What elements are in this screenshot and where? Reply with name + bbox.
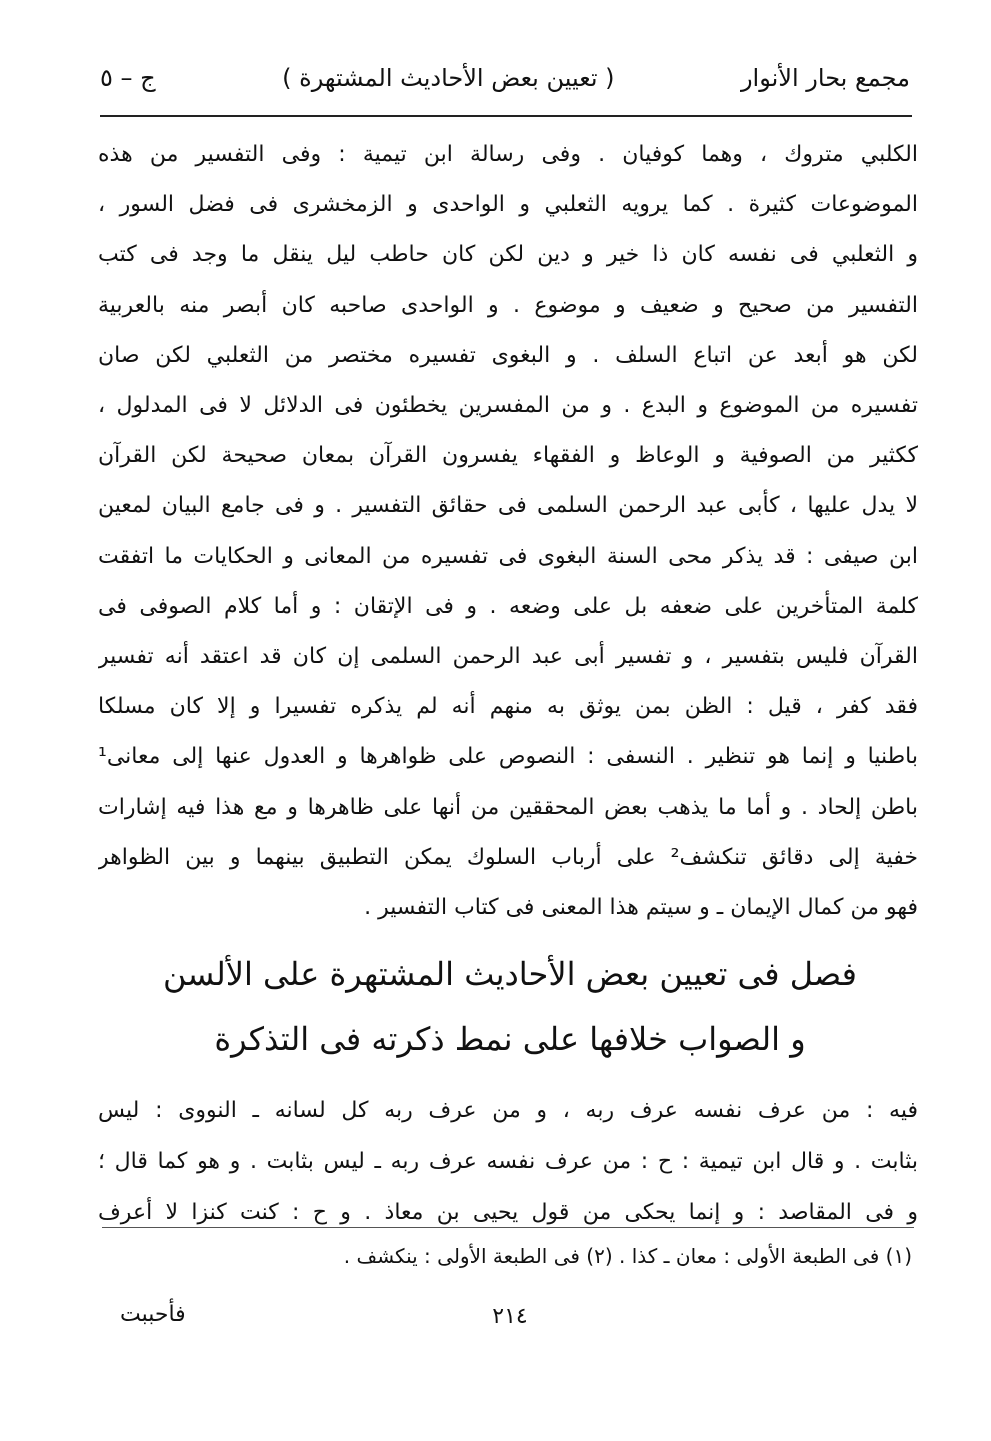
- running-header: [100, 58, 910, 98]
- header-rule: [100, 115, 912, 117]
- body-line: فيه : من عرف نفسه عرف ربه ، و من عرف ربه كل لسانه ـ النووى : ليس: [98, 1098, 918, 1123]
- body-line: التفسير من صحيح و ضعيف و موضوع . و الواحدى صاحبه كان أبصر منه بالعربية: [98, 292, 918, 318]
- section-heading-line-2: و الصواب خلافها على نمط ذكرته فى التذكرة: [214, 1020, 806, 1058]
- body-line: و فى المقاصد : و إنما يحكى من قول يحيى بن معاذ . و ح : كنت كنزا لا أعرف: [98, 1200, 918, 1225]
- body-line: كلمة المتأخرين على ضعفه بل على وضعه . و فى الإتقان : و أما كلام الصوفى فى: [98, 593, 918, 619]
- body-line: فهو من كمال الإيمان ـ و سيتم هذا المعنى فى كتاب التفسير .: [364, 895, 918, 921]
- body-line: بثابت . و قال ابن تيمية : ح : من عرف نفسه عرف ربه ـ ليس بثابت . و هو كما قال ؛: [98, 1149, 918, 1174]
- footnotes: (١) فى الطبعة الأولى : معان ـ كذا . (٢) فى الطبعة الأولى : ينكشف .: [343, 1244, 912, 1268]
- catchword: فأحببت: [120, 1302, 186, 1327]
- section-title: ( تعيين بعض الأحاديث المشتهرة ): [282, 64, 615, 92]
- body-line: القرآن فليس بتفسير ، و تفسير أبى عبد الرحمن السلمى إن كان قد اعتقد أنه تفسير: [98, 644, 918, 670]
- body-line: الكلبي متروك ، وهما كوفيان . وفى رسالة ابن تيمية : وفى التفسير من هذه: [98, 142, 918, 167]
- body-line: لكن هو أبعد عن اتباع السلف . و البغوى تفسيره مختصر من الثعلبي لكن صان: [98, 342, 918, 368]
- section-body: [98, 1085, 918, 1238]
- body-line: ابن صيفى : قد يذكر محى السنة البغوى فى تفسيره من المعانى و الحكايات ما اتفقت: [98, 543, 918, 569]
- body-line: ككثير من الصوفية و الوعاظ و الفقهاء يفسرون القرآن بمعان صحيحة لكن القرآن: [98, 443, 918, 469]
- body-line: خفية إلى دقائق تنكشف² على أرباب السلوك يمكن التطبيق بينهما و بين الظواهر: [98, 844, 918, 870]
- section-heading-line-1: فصل فى تعيين بعض الأحاديث المشتهرة على الألسن: [163, 955, 857, 993]
- book-title: مجمع بحار الأنوار: [740, 64, 910, 92]
- body-line: و الثعلبي فى نفسه كان ذا خير و دين لكن كان حاطب ليل ينقل ما وجد فى كتب: [98, 242, 918, 268]
- body-line: باطنيا و إنما هو تنظير . النسفى : النصوص على ظواهرها و العدول عنها إلى معانى¹: [98, 744, 918, 770]
- body-text: [98, 130, 918, 933]
- page-number: ٢١٤: [492, 1304, 528, 1329]
- volume-label: ج – ٥: [100, 64, 156, 92]
- footnote-rule: [102, 1227, 914, 1228]
- body-line: فقد كفر ، قيل : الظن بمن يوثق به منهم أنه لم يذكره تفسيرا و إلا كان مسلكا: [98, 694, 918, 720]
- body-line: تفسيره من الموضوع و البدع . و من المفسرين يخطئون فى الدلائل لا فى المدلول ،: [98, 393, 918, 419]
- body-line: باطن إلحاد . و أما ما يذهب بعض المحققين من أنها على ظاهرها و مع هذا فيه إشارات: [98, 794, 918, 820]
- body-line: لا يدل عليها ، كأبى عبد الرحمن السلمى فى حقائق التفسير . و فى جامع البيان لمعين: [98, 493, 918, 519]
- body-line: الموضوعات كثيرة . كما يرويه الثعلبي و الواحدى و الزمخشرى فى فضل السور ،: [98, 192, 918, 218]
